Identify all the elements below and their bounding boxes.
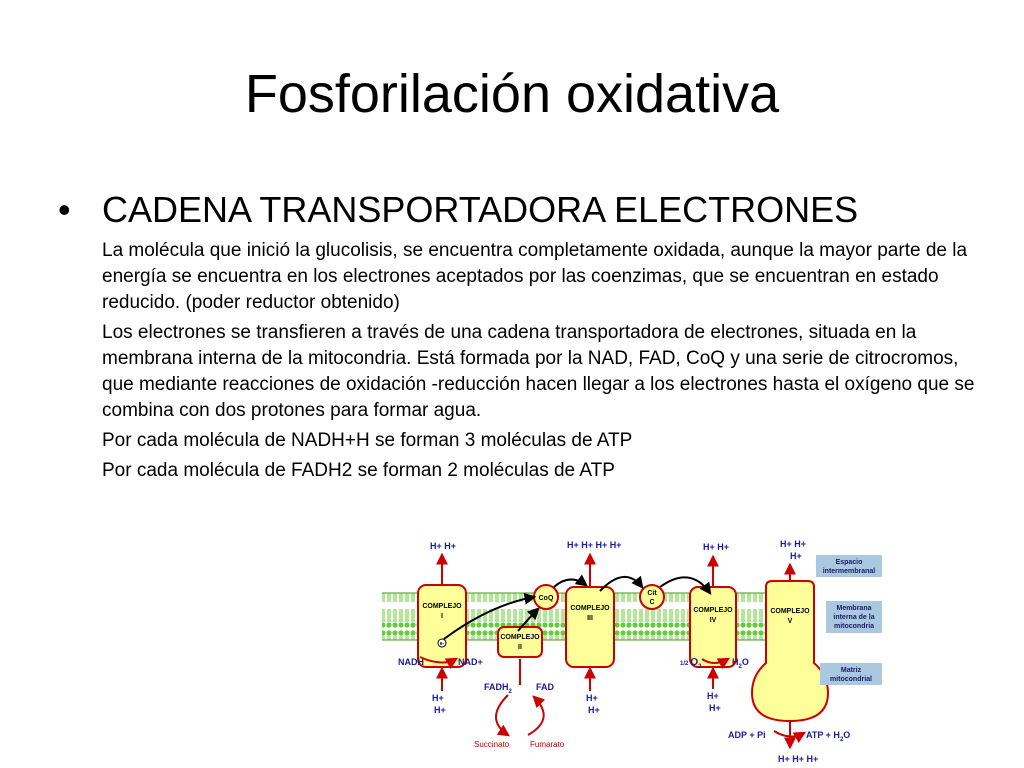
complex-v-number: V bbox=[787, 618, 793, 625]
complex-iii bbox=[566, 587, 614, 667]
atp-label: ATP + H2O bbox=[806, 730, 851, 743]
paragraph: Los electrones se transfieren a través de una cadena transportadora de electrones, situada en la membrana interna de la mitocondria. Está formada por la NAD, FAD, CoQ y una serie de citrocromos, que mediante reacciones de oxidación -reducción hacen llegar a los electrones hasta el oxígeno que se combina con dos protones para formar agua. bbox=[102, 322, 975, 421]
paragraph: La molécula que inició la glucolisis, se encuentra completamente oxidada, aunque la mayor parte de la energía se encuentra en los electrones aceptados por las coenzimas, que se encuentran en estado reducido. (poder reductor obtenido) bbox=[102, 240, 968, 313]
proton-label: H+ bbox=[790, 551, 802, 561]
proton-label: H+ H+ bbox=[430, 541, 457, 551]
complex-iii-number: III bbox=[587, 615, 593, 622]
proton-label: H+ bbox=[586, 693, 598, 703]
adp-label: ADP + Pi bbox=[728, 730, 766, 740]
bullet-heading bbox=[58, 188, 858, 232]
proton-label: H+ bbox=[707, 691, 719, 701]
complex-iv-label: COMPLEJO bbox=[693, 607, 733, 614]
coq-label: CoQ bbox=[538, 595, 554, 602]
complex-iv bbox=[690, 587, 736, 667]
electron-symbol: e- bbox=[439, 641, 445, 647]
succinate-cycle-arrow bbox=[496, 695, 508, 735]
fad-label: FAD bbox=[536, 682, 554, 692]
matriz-label: Matriz bbox=[840, 667, 862, 674]
proton-label: H+ H+ bbox=[703, 542, 730, 552]
electron-transport-chain-diagram bbox=[380, 535, 900, 768]
oxygen-label: 1/2 O2 bbox=[680, 657, 702, 670]
proton-label: H+ bbox=[432, 693, 444, 703]
body-paragraphs bbox=[102, 238, 982, 488]
paragraph: Por cada molécula de NADH+H se forman 3 moléculas de ATP bbox=[102, 430, 633, 451]
membrana-label: interna de la bbox=[833, 614, 875, 621]
proton-label: H+ H+ H+ bbox=[778, 754, 819, 764]
proton-label: H+ bbox=[588, 705, 600, 715]
slide-title: Fosforilación oxidativa bbox=[244, 64, 780, 124]
complex-ii-number: II bbox=[518, 644, 522, 651]
espacio-label: intermembranal bbox=[822, 568, 876, 575]
nadh-label: NADH bbox=[398, 657, 424, 667]
complex-iv-number: IV bbox=[709, 617, 717, 624]
paragraph: Por cada molécula de FADH2 se forman 2 moléculas de ATP bbox=[102, 460, 615, 481]
proton-label: H+ bbox=[709, 703, 721, 713]
proton-label: H+ H+ bbox=[780, 539, 807, 549]
complex-ii bbox=[498, 627, 542, 657]
complex-i-label: COMPLEJO bbox=[422, 603, 462, 610]
bullet-symbol: • bbox=[58, 189, 71, 230]
cytochrome-c-label: Cit bbox=[647, 590, 657, 597]
fumarato-label: Fumarato bbox=[530, 740, 565, 749]
complex-ii-label: COMPLEJO bbox=[500, 634, 540, 641]
electron-flow-arrow bbox=[554, 579, 586, 587]
succinato-label: Succinato bbox=[474, 740, 510, 749]
cytochrome-c-label: C bbox=[649, 599, 655, 606]
complex-i-number: I bbox=[441, 613, 443, 620]
bullet-heading-text: CADENA TRANSPORTADORA ELECTRONES bbox=[102, 189, 859, 230]
proton-label: H+ H+ H+ H+ bbox=[567, 540, 622, 550]
complex-iii-label: COMPLEJO bbox=[570, 605, 610, 612]
complex-v-label: COMPLEJO bbox=[770, 608, 810, 615]
espacio-label: Espacio bbox=[835, 559, 863, 566]
nad-label: NAD+ bbox=[458, 657, 483, 667]
membrana-label: Membrana bbox=[836, 605, 872, 612]
membrana-label: mitocondria bbox=[833, 623, 875, 630]
water-label: H2O bbox=[732, 657, 749, 670]
matriz-label: mitocondrial bbox=[829, 676, 873, 683]
fumarate-cycle-arrow bbox=[528, 697, 544, 735]
proton-label: H+ bbox=[434, 705, 446, 715]
fadh2-label: $FADH_2$ bbox=[484, 682, 512, 695]
complex-i bbox=[418, 585, 466, 667]
